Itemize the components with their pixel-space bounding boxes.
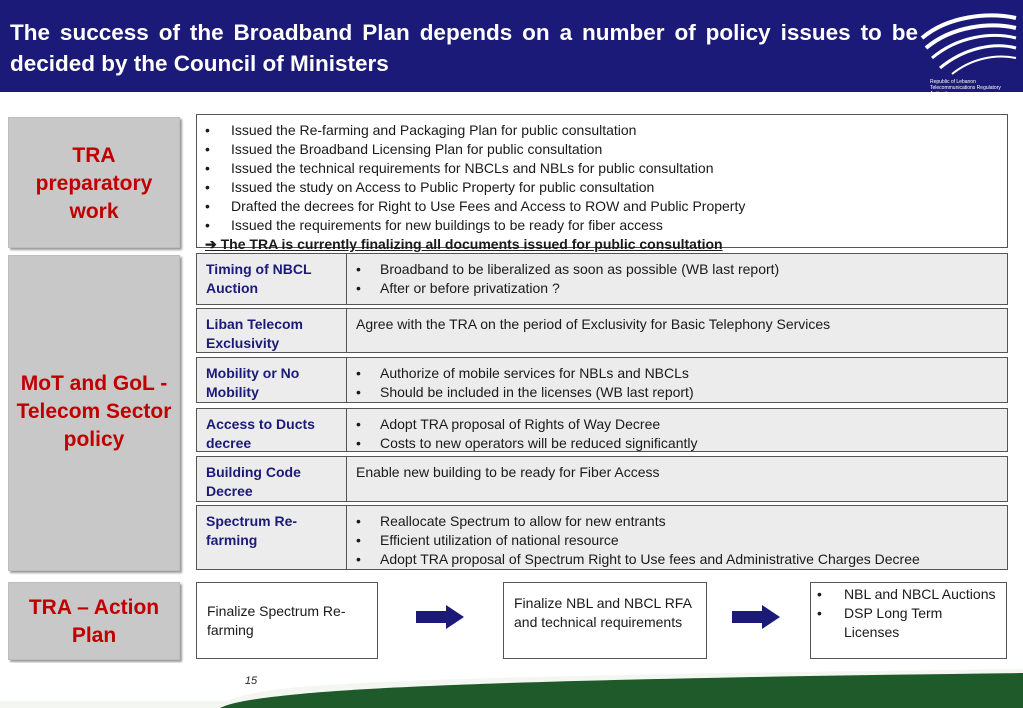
slide-title: The success of the Broadband Plan depends on a number of policy issues to be decided by the Council of Ministers: [10, 20, 918, 76]
policy-row-value: [348, 358, 1007, 402]
policy-row-label: Liban Telecom Exclusivity: [197, 309, 347, 352]
section-label-action: TRA – Action Plan: [8, 582, 180, 660]
list-item: • Broadband to be liberalized as soon as possible (WB last report): [356, 261, 780, 277]
list-item: • DSP Long Term Licenses: [817, 605, 943, 640]
prep-work-box: [196, 114, 1008, 252]
list-item: • Issued the Broadband Licensing Plan for public consultation: [205, 141, 603, 157]
section-label-policy: MoT and GoL - Telecom Sector policy: [8, 255, 180, 571]
prep-conclusion: ➔ The TRA is currently finalizing all documents issued for public consultation: [205, 236, 723, 252]
list-item: • NBL and NBCL Auctions: [817, 586, 996, 602]
right-arrow-icon: [732, 605, 780, 629]
action-step-3: [810, 582, 1007, 659]
list-item: • Should be included in the licenses (WB last report): [356, 384, 694, 400]
policy-row-value: [348, 254, 1007, 298]
policy-row-label: Mobility or No Mobility: [197, 358, 347, 402]
list-item: • Adopt TRA proposal of Spectrum Right to Use fees and Administrative Charges Decree: [356, 551, 920, 567]
policy-row-spectrum: [196, 505, 1008, 570]
policy-row-label: Building Code Decree: [197, 457, 347, 501]
policy-row-label: Timing of NBCL Auction: [197, 254, 347, 304]
list-item: • Issued the requirements for new buildings to be ready for fiber access: [205, 217, 663, 233]
list-item: • Issued the technical requirements for NBCLs and NBLs for public consultation: [205, 160, 714, 176]
section-label-prep: TRA preparatory work: [8, 117, 180, 248]
page-number: 15: [244, 675, 258, 687]
policy-row-label: Access to Ducts decree: [197, 409, 347, 451]
footer-swoosh: [0, 663, 1023, 708]
policy-row-label: Spectrum Re-farming: [197, 506, 347, 569]
action-step-2: Finalize NBL and NBCL RFA and technical requirements: [503, 582, 707, 659]
policy-row-value: [348, 409, 1007, 453]
list-item: • Issued the Re-farming and Packaging Plan for public consultation: [205, 122, 637, 138]
policy-row-value: [348, 506, 1007, 569]
title-bar: [0, 0, 1023, 97]
policy-row-value: Agree with the TRA on the period of Exclusivity for Basic Telephony Services: [356, 316, 831, 332]
list-item: • Adopt TRA proposal of Rights of Way Decree: [356, 416, 661, 432]
list-item: • Drafted the decrees for Right to Use Fees and Access to ROW and Public Property: [205, 198, 746, 214]
list-item: • Costs to new operators will be reduced significantly: [356, 435, 698, 451]
prep-work-list: [197, 115, 1007, 254]
policy-row-ducts: [196, 408, 1008, 452]
policy-row-building-code: [196, 456, 1008, 502]
list-item: • Authorize of mobile services for NBLs and NBCLs: [356, 365, 689, 381]
action-step-1: Finalize Spectrum Re-farming: [196, 582, 378, 659]
policy-row-value: Enable new building to be ready for Fiber Access: [356, 464, 660, 480]
right-arrow-icon: [416, 605, 464, 629]
policy-row-mobility: [196, 357, 1008, 403]
policy-row-exclusivity: [196, 308, 1008, 353]
logo-caption: Republic of Lebanon Telecommunications Regulatory Authority: [930, 79, 1001, 97]
list-item: • Reallocate Spectrum to allow for new entrants: [356, 513, 666, 529]
policy-row-timing: [196, 253, 1008, 305]
list-item: • Efficient utilization of national resource: [356, 532, 619, 548]
list-item: • After or before privatization ?: [356, 280, 560, 296]
list-item: • Issued the study on Access to Public Property for public consultation: [205, 179, 655, 195]
